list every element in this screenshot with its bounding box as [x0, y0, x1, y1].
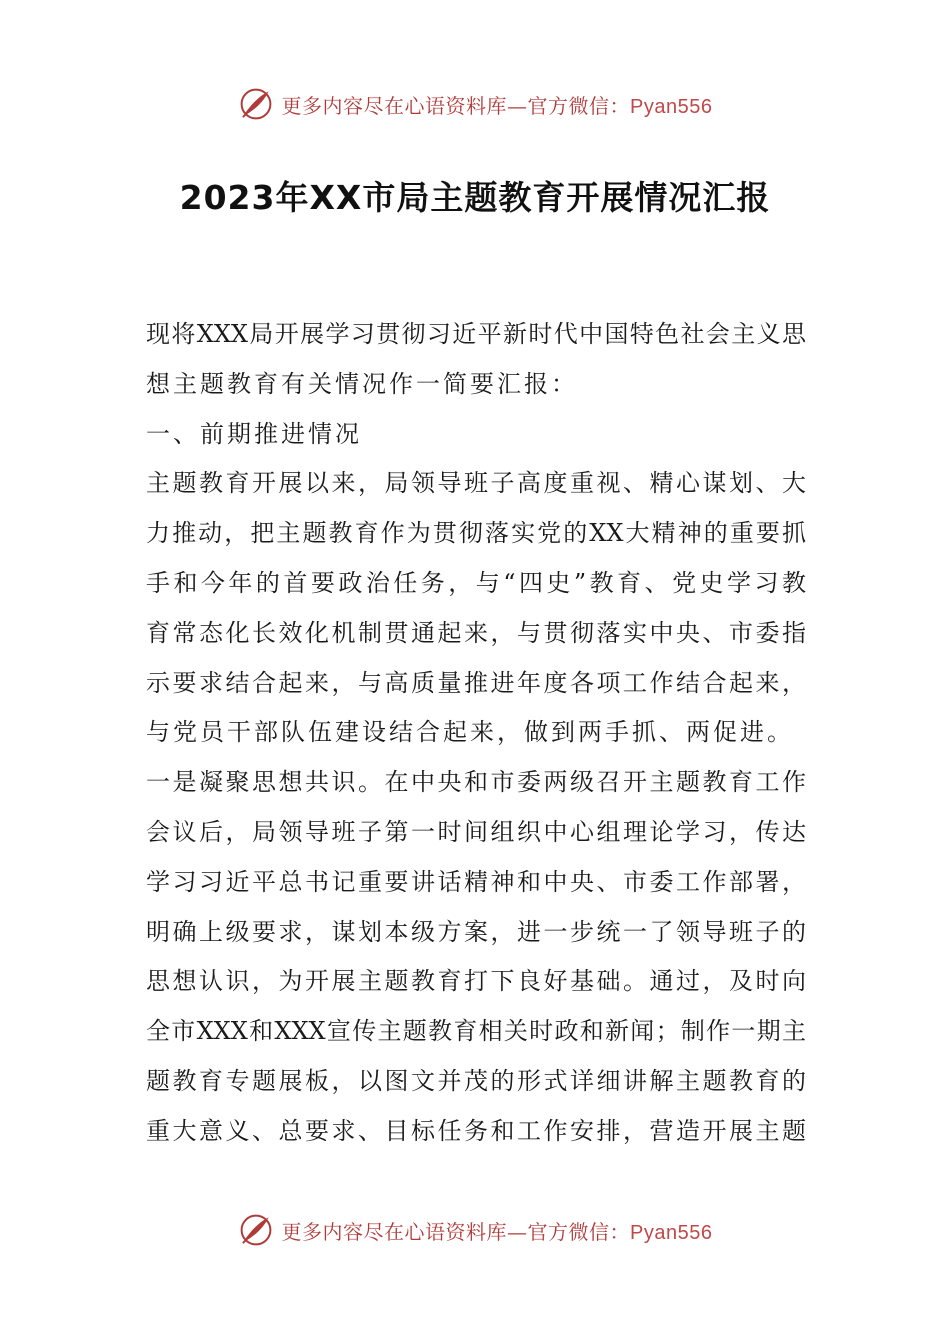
- quill-pen-logo-icon: [238, 1212, 274, 1248]
- body-line: 现将XXX局开展学习贯彻习近平新时代中国特色社会主义思: [146, 320, 806, 348]
- body-line: 主题教育开展以来，局领导班子高度重视、精心谋划、大: [146, 469, 806, 498]
- body-line: 一是凝聚思想共识。在中央和市委两级召开主题教育工作: [146, 768, 806, 797]
- quill-pen-logo-icon: [238, 86, 274, 122]
- body-line: 学习习近平总书记重要讲话精神和中央、市委工作部署，: [146, 867, 806, 896]
- body-line: 思想认识，为开展主题教育打下良好基础。通过，及时向: [146, 967, 806, 996]
- document-title: 2023年XX市局主题教育开展情况汇报: [179, 178, 771, 217]
- body-line: 示要求结合起来，与高质量推进年度各项工作结合起来，: [146, 668, 806, 697]
- watermark-text: 更多内容尽在心语资料库—官方微信：Pyan556: [281, 1219, 713, 1244]
- header-watermark: [0, 84, 950, 124]
- body-line: 与党员干部队伍建设结合起来，做到两手抓、两促进。: [146, 718, 794, 747]
- footer-watermark: [0, 1210, 950, 1250]
- body-line: 明确上级要求，谋划本级方案，进一步统一了领导班子的: [146, 917, 806, 946]
- body-line: 重大意义、总要求、目标任务和工作安排，营造开展主题: [146, 1116, 806, 1145]
- body-line: 手和今年的首要政治任务，与“四史”教育、党史学习教: [146, 568, 806, 597]
- body-line: 全市XXX和XXX宣传主题教育相关时政和新闻；制作一期主: [146, 1017, 806, 1046]
- body-line: 想主题教育有关情况作一简要汇报：: [146, 369, 578, 398]
- body-line: 育常态化长效化机制贯通起来，与贯彻落实中央、市委指: [146, 618, 806, 647]
- body-line: 题教育专题展板，以图文并茂的形式详细讲解主题教育的: [146, 1066, 806, 1095]
- body-line: 力推动，把主题教育作为贯彻落实党的XX大精神的重要抓: [146, 519, 806, 548]
- watermark-text: 更多内容尽在心语资料库—官方微信：Pyan556: [281, 93, 713, 118]
- section-heading: 一、前期推进情况: [146, 419, 362, 448]
- body-line: 会议后，局领导班子第一时间组织中心组理论学习，传达: [146, 817, 806, 846]
- document-body: [146, 310, 806, 1157]
